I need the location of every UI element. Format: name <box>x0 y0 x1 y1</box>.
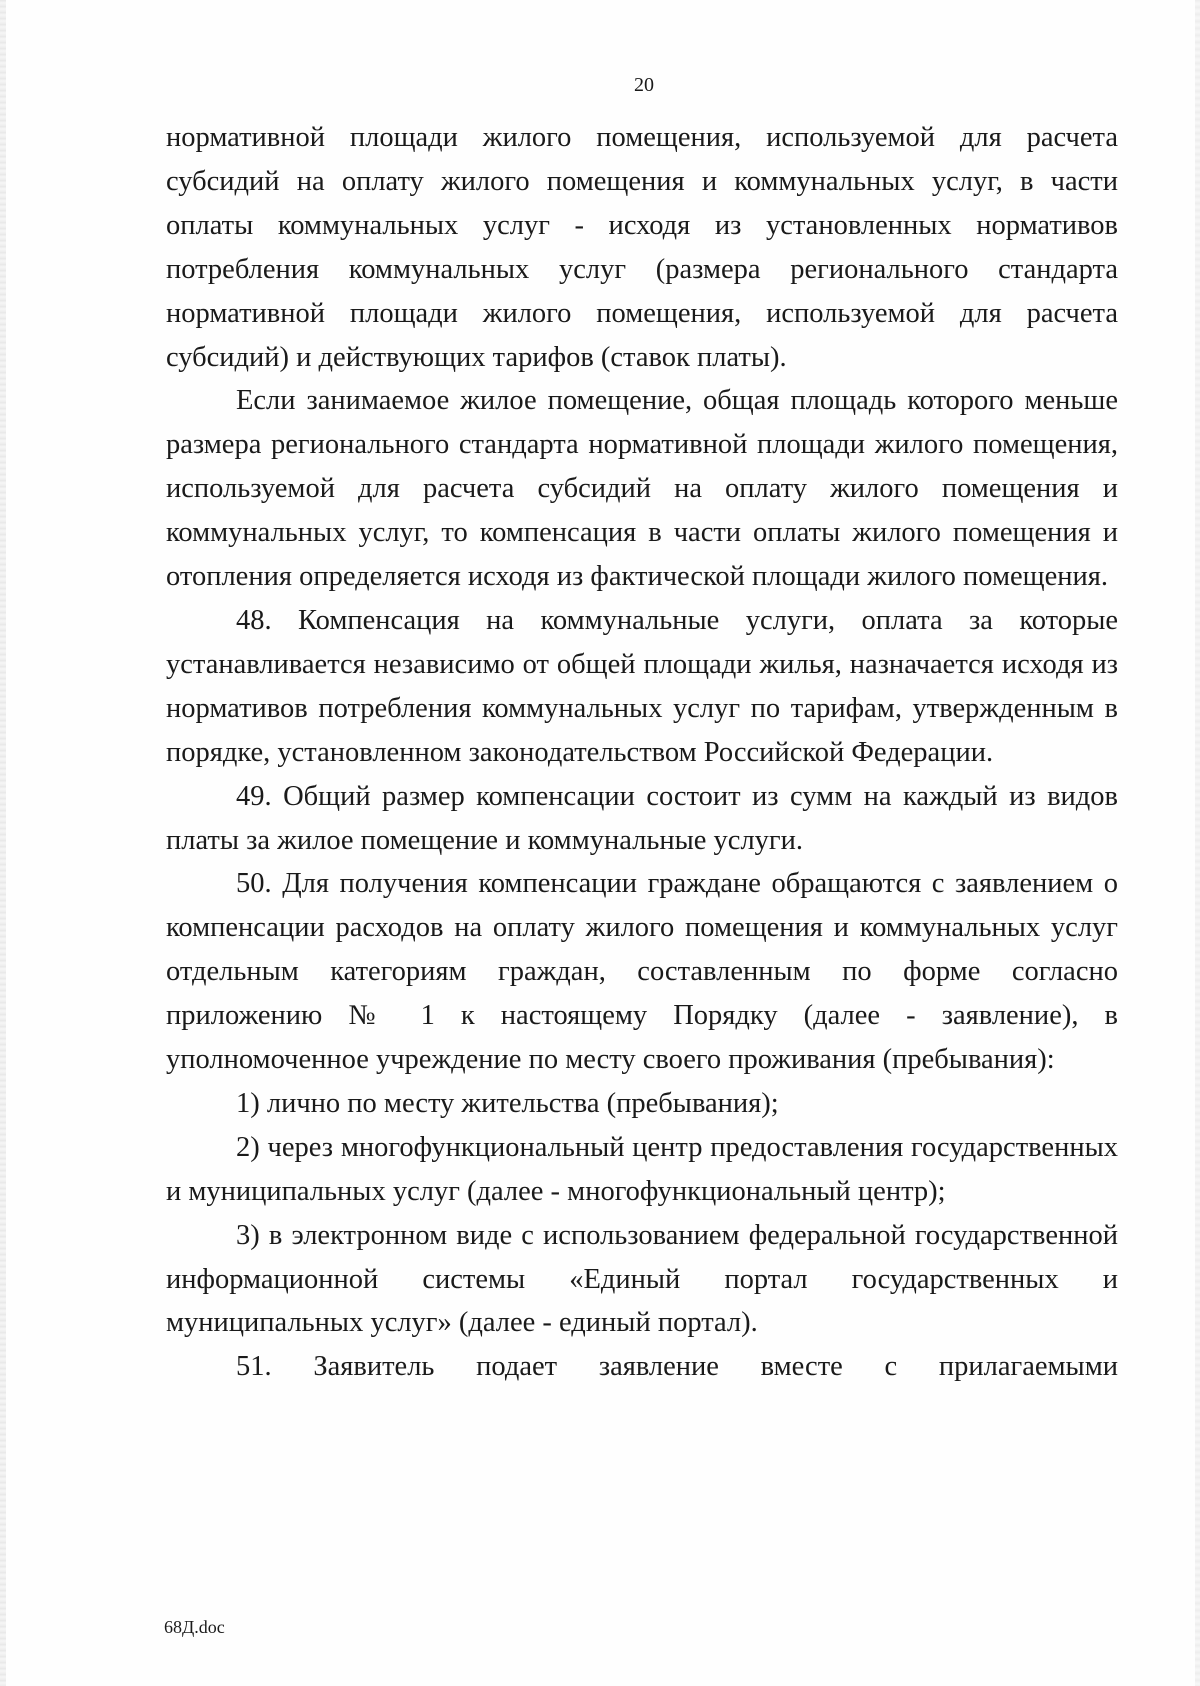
paragraph-49: 49. Общий размер компенсации состоит из сумм на каждый из видов платы за жилое помещение и коммунальные услуги. <box>166 780 1118 856</box>
list-item-1: 1) лично по месту жительства (пребывания); <box>236 1087 779 1119</box>
scan-edge-left <box>0 0 6 1686</box>
paragraph-50: 50. Для получения компенсации граждане обращаются с заявлением о компенсации расходов на оплату жилого помещения и коммунальных услуг отдельным категориям граждан, составленным по форме согласно приложению № 1 к настоящему Порядку (далее - заявление), в уполномоченное учреждение по месту своего проживания (пребывания): <box>166 868 1118 1076</box>
paragraph-51: 51. Заявитель подает заявление вместе с прилагаемыми <box>236 1351 1118 1383</box>
page-number: 20 <box>634 74 654 96</box>
scan-edge-right <box>1195 0 1200 1686</box>
document-body <box>166 116 1118 1389</box>
paragraph-48: 48. Компенсация на коммунальные услуги, оплата за которые устанавливается независимо от общей площади жилья, назначается исходя из нормативов потребления коммунальных услуг по тарифам, утвержденным в порядке, установленном законодательством Российской Федерации. <box>166 604 1118 768</box>
list-item-2: 2) через многофункциональный центр предоставления государственных и муниципальных услуг (далее - многофункциональный центр); <box>166 1131 1118 1207</box>
paragraph-area-rule: Если занимаемое жилое помещение, общая площадь которого меньше размера регионального стандарта нормативной площади жилого помещения, используемой для расчета субсидий на оплату жилого помещения и коммунальных услуг, то компенсация в части оплаты жилого помещения и отопления определяется исходя из фактической площади жилого помещения. <box>166 385 1118 593</box>
paragraph-continuation: нормативной площади жилого помещения, используемой для расчета субсидий на оплату жилого помещения и коммунальных услуг, в части оплаты коммунальных услуг - исходя из установленных нормативов потребления коммунальных услуг (размера регионального стандарта нормативной площади жилого помещения, используемой для расчета субсидий) и действующих тарифов (ставок платы). <box>166 122 1118 373</box>
footer-filename: 68Д.doc <box>164 1617 225 1637</box>
list-item-3: 3) в электронном виде с использованием федеральной государственной информационной системы «Единый портал государственных и муниципальных услуг» (далее - единый портал). <box>166 1219 1118 1339</box>
